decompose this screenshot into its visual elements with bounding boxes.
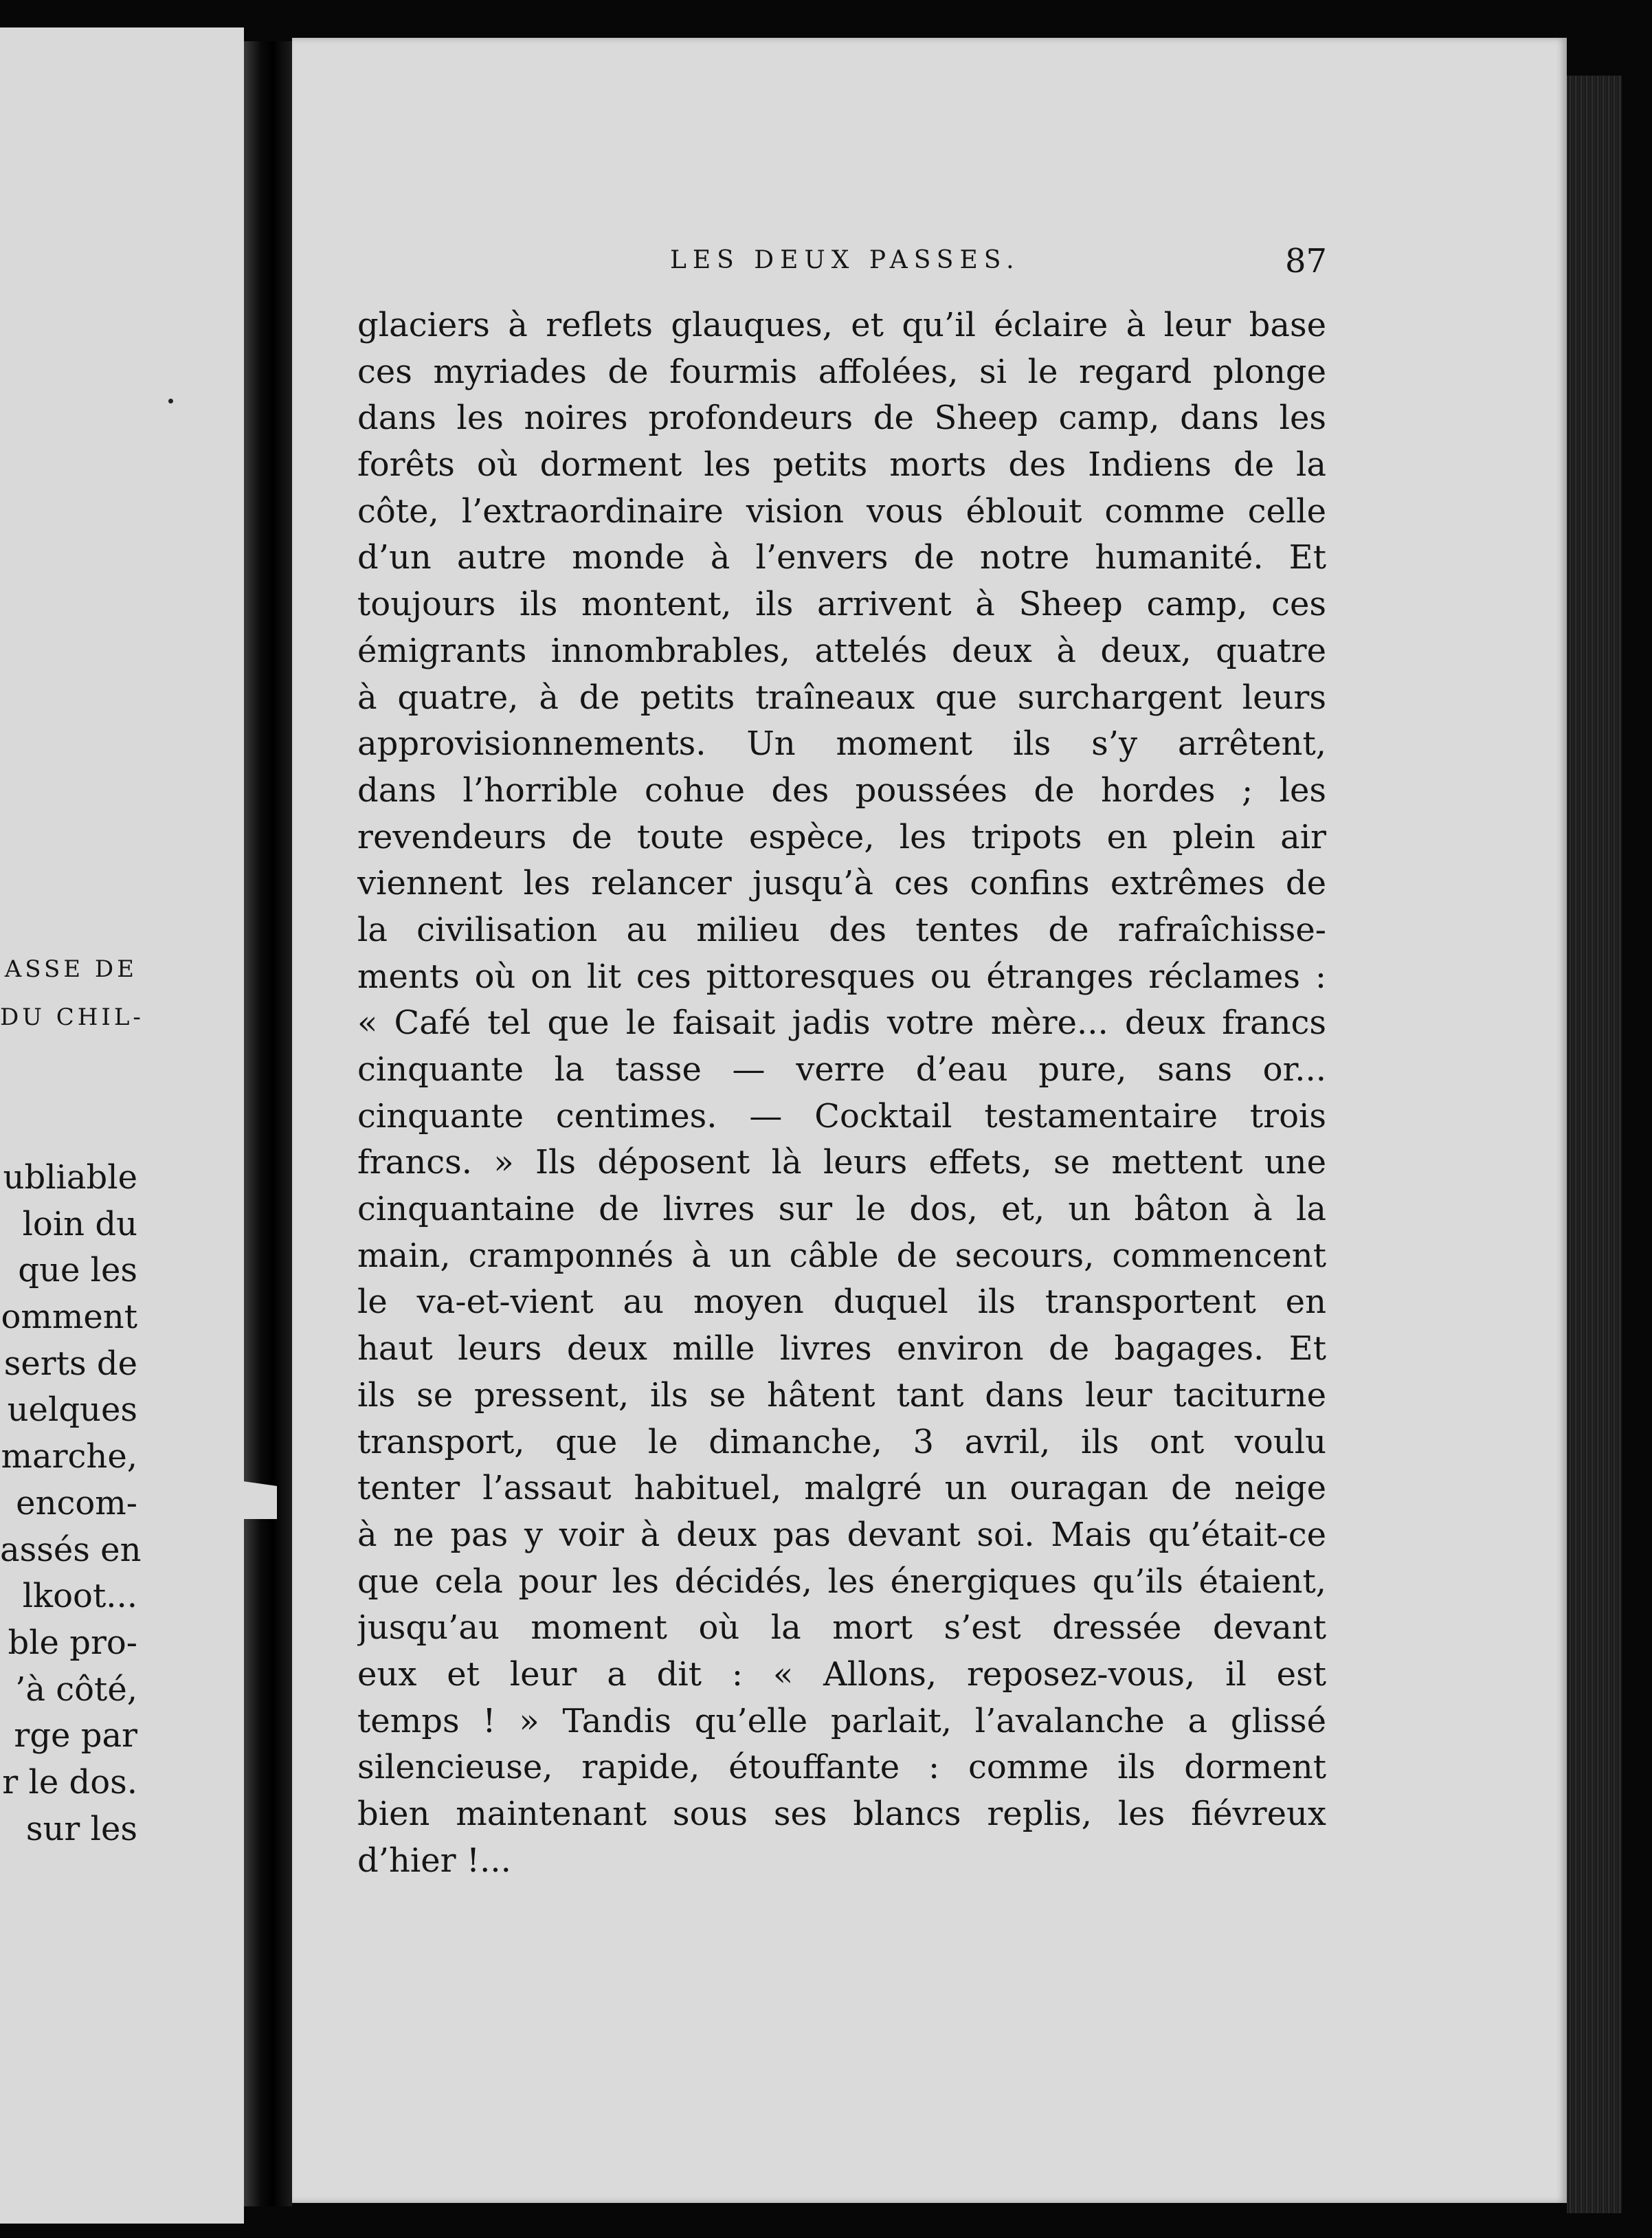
text-line: temps ! » Tandis qu’elle parlait, l’avalanche a glissé [357, 1701, 1326, 1740]
text-line: haut leurs deux mille livres environ de bagages. Et [357, 1329, 1326, 1369]
text-line: francs. » Ils déposent là leurs effets, se mettent une [357, 1143, 1326, 1182]
text-line: main, cramponnés à un câble de secours, commencent [357, 1236, 1326, 1275]
text-line: forêts où dorment les petits morts des Indiens de la [357, 445, 1326, 485]
text-line: cinquantaine de livres sur le dos, et, un bâton à la [357, 1190, 1326, 1229]
body-text [357, 302, 1326, 1884]
text-line: ments où on lit ces pittoresques ou étranges réclames : [357, 957, 1326, 996]
heading-fragment: ASSE DE [4, 955, 137, 983]
text-line: d’un autre monde à l’envers de notre humanité. Et [357, 538, 1326, 577]
left-page-text [0, 1155, 142, 1852]
text-line: côte, l’extraordinaire vision vous éblouit comme celle [357, 491, 1326, 531]
text-line: silencieuse, rapide, étouffante : comme ils dorment [357, 1748, 1326, 1787]
text-line: dans les noires profondeurs de Sheep camp, dans les [357, 399, 1326, 438]
running-head: LES DEUX PASSES. [670, 246, 1020, 274]
text-line: à ne pas y voir à deux pas devant soi. Mais qu’était-ce [357, 1515, 1326, 1554]
left-page-heading [0, 945, 144, 1041]
text-line: transport, que le dimanche, 3 avril, ils ont voulu [357, 1422, 1326, 1461]
text-fragment: encom- [16, 1483, 137, 1522]
text-line: viennent les relancer jusqu’à ces confins extrêmes de [357, 864, 1326, 903]
text-fragment: uelques [7, 1391, 137, 1430]
text-fragment: assés en [0, 1530, 142, 1569]
text-fragment: que les [18, 1251, 137, 1290]
text-fragment: ’à côté, [15, 1670, 137, 1709]
text-fragment: ble pro- [8, 1623, 137, 1662]
text-line: à quatre, à de petits traîneaux que surchargent leurs [357, 678, 1326, 717]
text-line: que cela pour les décidés, les énergiques qu’ils étaient, [357, 1562, 1326, 1601]
text-fragment: omment [1, 1298, 137, 1337]
text-line: cinquante centimes. — Cocktail testamentaire trois [357, 1096, 1326, 1135]
text-fragment: r le dos. [2, 1762, 137, 1802]
text-line: approvisionnements. Un moment ils s’y arrêtent, [357, 724, 1326, 764]
text-fragment: lkoot... [22, 1577, 137, 1616]
text-line: « Café tel que le faisait jadis votre mère... deux francs [357, 1004, 1326, 1043]
text-fragment: rge par [14, 1716, 137, 1755]
left-facing-page [0, 27, 244, 2224]
page-number: 87 [1285, 242, 1328, 280]
text-line: toujours ils montent, ils arrivent à Sheep camp, ces [357, 585, 1326, 624]
text-line: tenter l’assaut habituel, malgré un ouragan de neige [357, 1469, 1326, 1508]
text-line: ces myriades de fourmis affolées, si le regard plonge [357, 352, 1326, 391]
left-page-speck [168, 399, 173, 403]
text-fragment: ubliable [3, 1158, 137, 1197]
text-line: cinquante la tasse — verre d’eau pure, sans or... [357, 1050, 1326, 1089]
text-line: émigrants innombrables, attelés deux à deux, quatre [357, 631, 1326, 670]
text-line: le va-et-vient au moyen duquel ils transportent en [357, 1283, 1326, 1322]
text-line: ils se pressent, ils se hâtent tant dans leur taciturne [357, 1375, 1326, 1415]
text-line: dans l’horrible cohue des poussées de hordes ; les [357, 771, 1326, 810]
book-gutter [244, 41, 292, 2206]
text-fragment: serts de [3, 1344, 137, 1383]
heading-fragment: DU CHIL- [0, 1004, 144, 1031]
text-line: revendeurs de toute espèce, les tripots en plein air [357, 817, 1326, 856]
text-line: glaciers à reflets glauques, et qu’il éclaire à leur base [357, 306, 1326, 344]
text-fragment: loin du [22, 1204, 137, 1243]
text-line: eux et leur a dit : « Allons, reposez-vous, il est [357, 1654, 1326, 1694]
text-fragment: marche, [1, 1437, 137, 1476]
text-line: la civilisation au milieu des tentes de rafraîchisse- [357, 910, 1326, 949]
text-fragment: sur les [25, 1809, 137, 1848]
page-block-edge [1567, 76, 1622, 2213]
text-line: bien maintenant sous ses blancs replis, les fiévreux [357, 1795, 1326, 1833]
text-line: jusqu’au moment où la mort s’est dressée devant [357, 1608, 1326, 1648]
text-line: d’hier !... [357, 1841, 511, 1880]
